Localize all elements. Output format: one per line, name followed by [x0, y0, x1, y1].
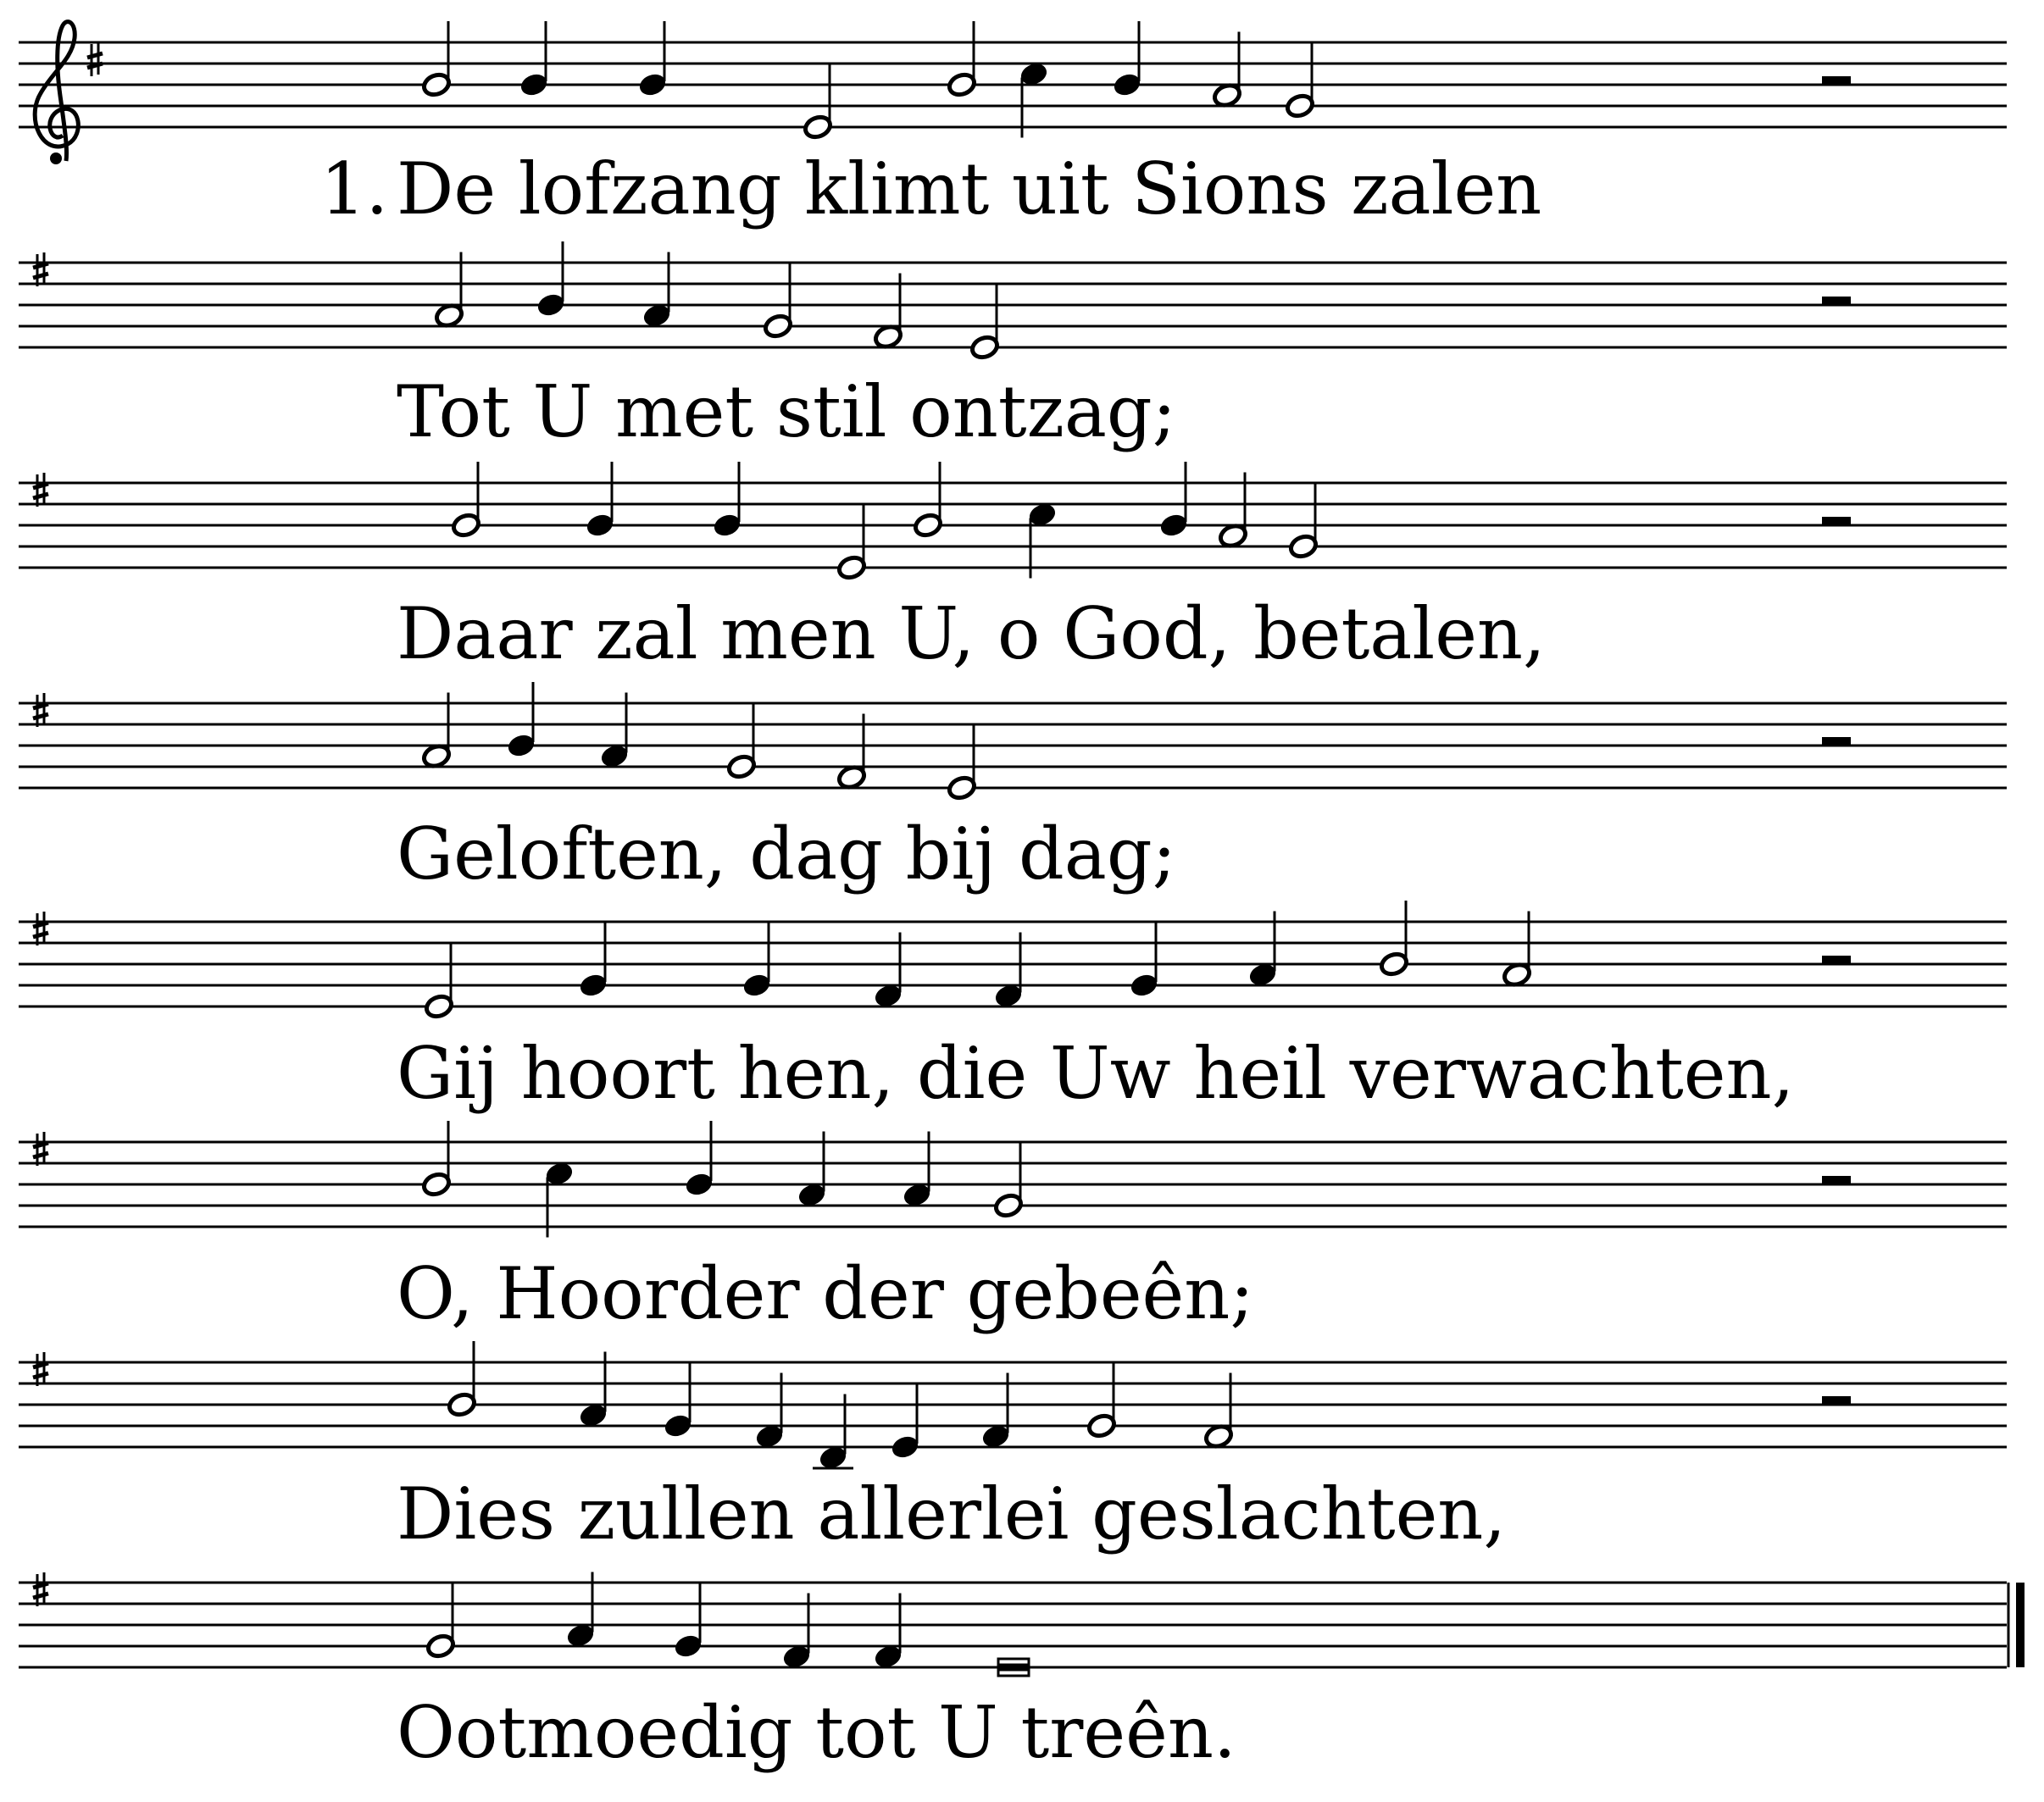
- system-2: [19, 241, 2007, 453]
- note-half: [726, 703, 757, 780]
- note-half: [947, 724, 977, 801]
- half-rest-icon: [1822, 517, 1851, 526]
- lyric-line-3: Daar zal men U, o God, betalen,: [397, 592, 1546, 675]
- key-sharp-icon: [33, 1352, 48, 1386]
- key-sharp-icon: [33, 693, 48, 727]
- lyric-line-8: Ootmoedig tot U treên.: [397, 1691, 1236, 1774]
- note-quarter: [585, 462, 615, 539]
- note-half: [947, 21, 977, 98]
- key-sharp-icon: [33, 1132, 48, 1166]
- key-sharp-icon: [33, 252, 48, 286]
- note-half: [1086, 1362, 1117, 1439]
- system-1: [19, 21, 2007, 230]
- lyric-line-1: De lofzang klimt uit Sions zalen: [397, 147, 1542, 230]
- note-quarter: [578, 922, 608, 999]
- note-quarter: [1129, 922, 1159, 999]
- key-sharp-icon: [33, 1572, 48, 1606]
- staff-3: [19, 462, 2007, 581]
- staff-4: [19, 682, 2007, 801]
- note-half: [763, 263, 793, 340]
- note-quarter: [742, 922, 772, 999]
- lyric-line-7: Dies zullen allerlei geslachten,: [397, 1472, 1507, 1555]
- staff-1: [19, 21, 2007, 141]
- note-quarter: [684, 1121, 714, 1198]
- lyric-line-2: Tot U met stil ontzag;: [397, 370, 1176, 453]
- key-sharp-icon: [33, 473, 48, 507]
- note-quarter: [536, 241, 566, 319]
- half-rest-icon: [1822, 297, 1851, 306]
- note-half: [1285, 42, 1315, 119]
- note-quarter: [673, 1583, 703, 1660]
- note-half: [1288, 483, 1319, 560]
- note-half: [451, 462, 481, 539]
- lyric-line-6: O, Hoorder der gebeên;: [397, 1252, 1254, 1335]
- note-quarter: [506, 682, 536, 759]
- lyric-line-5: Gij hoort hen, die Uw heil verwachten,: [397, 1032, 1795, 1115]
- note-quarter: [1112, 21, 1142, 98]
- system-6: [19, 1121, 2007, 1335]
- note-quarter: [637, 21, 668, 98]
- note-half: [421, 1121, 452, 1198]
- staff-7: [19, 1341, 2007, 1471]
- note-half: [424, 943, 454, 1020]
- note-quarter: [519, 21, 549, 98]
- verse-number: 1.: [320, 147, 389, 230]
- note-quarter: [663, 1362, 693, 1439]
- half-rest-icon: [1822, 956, 1851, 965]
- key-sharp-icon: [87, 42, 103, 76]
- staff-5: [19, 901, 2007, 1020]
- staff-2: [19, 241, 2007, 361]
- half-rest-icon: [1822, 737, 1851, 746]
- note-half: [425, 1583, 456, 1660]
- note-half: [421, 21, 452, 98]
- note-half: [447, 1341, 477, 1418]
- half-rest-icon: [1822, 76, 1851, 86]
- system-4: [19, 682, 2007, 895]
- note-half: [969, 284, 1000, 361]
- key-sharp-icon: [33, 912, 48, 945]
- staff-8: [19, 1572, 2020, 1677]
- system-5: [19, 901, 2007, 1115]
- system-3: [19, 462, 2007, 675]
- half-rest-icon: [1822, 1396, 1851, 1406]
- note-quarter: [712, 462, 742, 539]
- staff-6: [19, 1121, 2007, 1238]
- note-half: [913, 462, 943, 539]
- note-half: [1379, 901, 1409, 978]
- half-rest-icon: [1822, 1176, 1851, 1185]
- note-half: [803, 64, 833, 141]
- note-quarter: [890, 1383, 920, 1461]
- lyric-line-4: Geloften, dag bij dag;: [397, 812, 1176, 895]
- note-half: [836, 504, 867, 581]
- system-8: [19, 1572, 2020, 1775]
- system-7: [19, 1341, 2007, 1555]
- note-half: [993, 1142, 1024, 1219]
- note-quarter: [1158, 462, 1189, 539]
